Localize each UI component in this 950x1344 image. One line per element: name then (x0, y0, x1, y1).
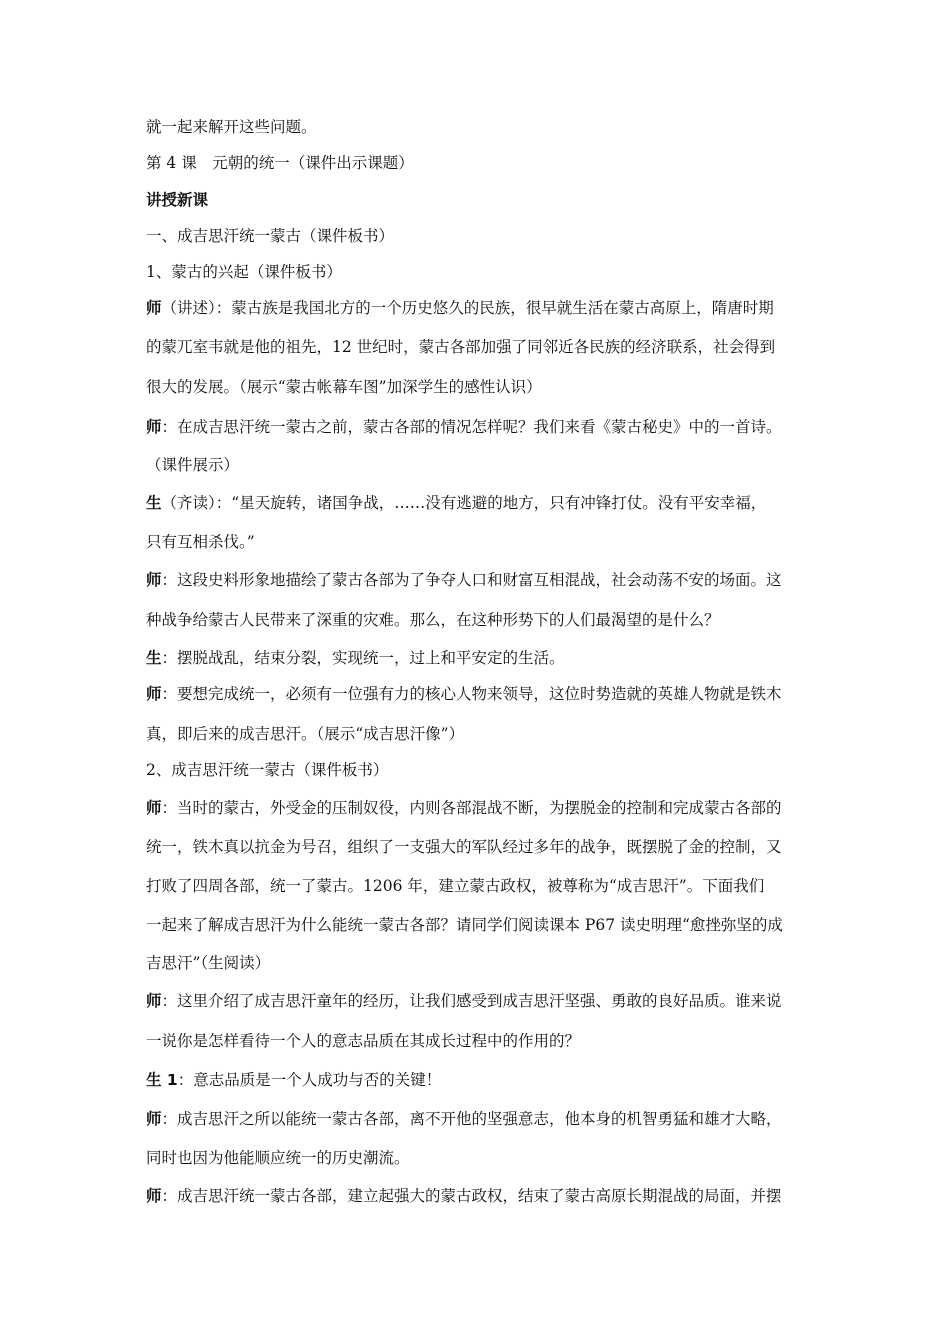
speaker-label: 师 (146, 799, 162, 817)
text-line (146, 262, 836, 282)
text-line (146, 915, 836, 935)
speaker-label: 师 (146, 299, 162, 317)
line-text: （讲述）：蒙古族是我国北方的一个历史悠久的民族，很早就生活在蒙古高原上，隋唐时期 (161, 299, 774, 317)
text-line (146, 991, 836, 1011)
text-line (146, 153, 836, 173)
line-text: ：要想完成统一，必须有一位强有力的核心人物来领导，这位时势造就的英雄人物就是铁木 (161, 685, 782, 703)
speaker-label: 师 (146, 992, 162, 1010)
speaker-label: 师 (146, 685, 162, 703)
text-line (146, 226, 836, 246)
text-line (146, 1070, 836, 1090)
section-heading: 讲授新课 (146, 191, 209, 209)
speaker-label: 师 (146, 1187, 162, 1205)
line-text: （课件展示） (146, 456, 240, 474)
line-text: ：意志品质是一个人成功与否的关键！ (177, 1071, 442, 1089)
text-line (146, 724, 836, 744)
text-line (146, 493, 836, 513)
line-text: 种战争给蒙古人民带来了深重的灾难。那么，在这种形势下的人们最渴望的是什么？ (146, 611, 720, 629)
speaker-label: 师 (146, 418, 162, 436)
line-text: 的蒙兀室韦就是他的祖先，12 世纪时，蒙古各部加强了同邻近各民族的经济联系，社会得到 (146, 338, 776, 356)
text-line (146, 1186, 836, 1206)
text-line (146, 532, 836, 552)
line-text: （齐读）：“星天旋转，诸国争战，……没有逃避的地方，只有冲锋打仗。没有平安幸福， (161, 494, 767, 512)
text-line (146, 417, 836, 437)
text-line (146, 298, 836, 318)
line-text: 一说你是怎样看待一个人的意志品质在其成长过程中的作用的？ (146, 1032, 581, 1050)
line-text: 真，即后来的成吉思汗。（展示“成吉思汗像”） (146, 725, 465, 743)
speaker-label: 师 (146, 571, 162, 589)
line-text: ：成吉思汗统一蒙古各部，建立起强大的蒙古政权，结束了蒙古高原长期混战的局面，并摆 (161, 1187, 782, 1205)
line-text: ：这段史料形象地描绘了蒙古各部为了争夺人口和财富互相混战，社会动荡不安的场面。这 (161, 571, 782, 589)
text-line (146, 455, 836, 475)
text-line (146, 798, 836, 818)
text-line (146, 648, 836, 668)
line-text: 吉思汗”（生阅读） (146, 954, 271, 972)
speaker-label: 生 1 (146, 1071, 178, 1089)
line-text: 一起来了解成吉思汗为什么能统一蒙古各部？请同学们阅读课本 P67 读史明理“愈挫弥坚的成 (146, 916, 783, 934)
speaker-label: 生 (146, 494, 162, 512)
speaker-label: 生 (146, 649, 162, 667)
text-line (146, 190, 836, 210)
line-text: 就一起来解开这些问题。 (146, 118, 317, 136)
text-line (146, 760, 836, 780)
line-text: 只有互相杀伐。” (146, 533, 255, 551)
line-text: 一、成吉思汗统一蒙古（课件板书） (146, 227, 395, 245)
line-text: ：成吉思汗之所以能统一蒙古各部，离不开他的坚强意志，他本身的机智勇猛和雄才大略， (161, 1110, 782, 1128)
line-text: ：摆脱战乱，结束分裂，实现统一，过上和平安定的生活。 (161, 649, 565, 667)
text-line (146, 876, 836, 896)
text-line (146, 684, 836, 704)
text-line (146, 953, 836, 973)
line-text: 第 4 课 元朝的统一（课件出示课题） (146, 154, 414, 172)
text-line (146, 1109, 836, 1129)
line-text: 2、成吉思汗统一蒙古（课件板书） (146, 761, 389, 779)
text-line (146, 377, 836, 397)
line-text: 打败了四周各部，统一了蒙古。1206 年，建立蒙古政权，被尊称为“成吉思汗”。下面我们 (146, 877, 765, 895)
text-line (146, 610, 836, 630)
text-line (146, 570, 836, 590)
line-text: ：当时的蒙古，外受金的压制奴役，内则各部混战不断，为摆脱金的控制和完成蒙古各部的 (161, 799, 782, 817)
text-line (146, 837, 836, 857)
line-text: 统一，铁木真以抗金为号召，组织了一支强大的军队经过多年的战争，既摆脱了金的控制，又 (146, 838, 782, 856)
text-line (146, 337, 836, 357)
text-line (146, 117, 836, 137)
line-text: 1、蒙古的兴起（课件板书） (146, 263, 342, 281)
text-line (146, 1031, 836, 1051)
line-text: ：在成吉思汗统一蒙古之前，蒙古各部的情况怎样呢？我们来看《蒙古秘史》中的一首诗。 (161, 418, 782, 436)
speaker-label: 师 (146, 1110, 162, 1128)
line-text: 很大的发展。（展示“蒙古帐幕车图”加深学生的感性认识） (146, 378, 542, 396)
line-text: 同时也因为他能顺应统一的历史潮流。 (146, 1149, 410, 1167)
line-text: ：这里介绍了成吉思汗童年的经历，让我们感受到成吉思汗坚强、勇敢的良好品质。谁来说 (161, 992, 782, 1010)
text-line (146, 1148, 836, 1168)
